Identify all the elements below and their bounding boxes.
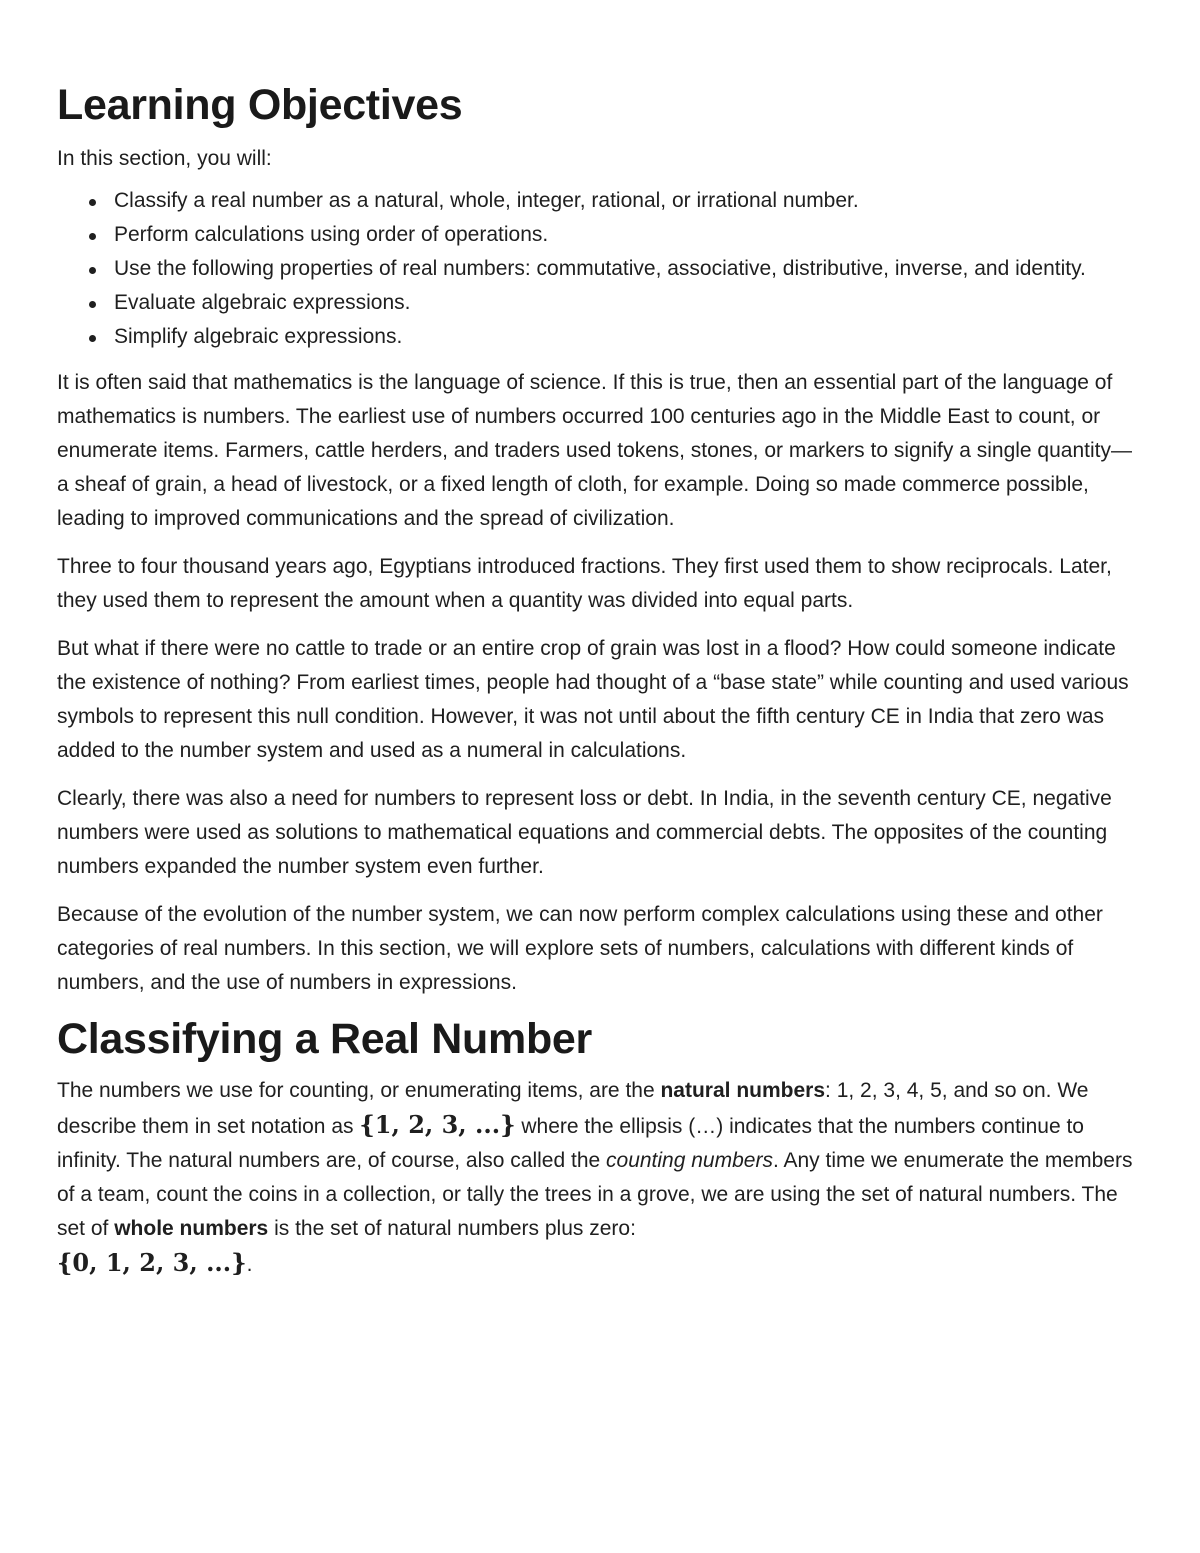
paragraph-zero: But what if there were no cattle to trade or an entire crop of grain was lost in a flood? How could someone indicate the existence of nothing? From earliest times, people had thought of a “base state” while counting and used various symbols to represent this null condition. However, it was not until about the fifth century CE in India that zero was added to the number system and used as a numeral in calculations.	[57, 637, 1129, 762]
term-whole-numbers: whole numbers	[114, 1217, 269, 1240]
list-item: Evaluate algebraic expressions.	[114, 286, 1140, 320]
whole-numbers-set: {0, 1, 2, 3, ...}	[57, 1248, 247, 1277]
objectives-list	[57, 184, 1140, 354]
paragraph-language-of-science: It is often said that mathematics is the language of science. If this is true, then an essential part of the language of mathematics is numbers. The earliest use of numbers occurred 100 centuries ago in the Middle East to count, or enumerate items. Farmers, cattle herders, and traders used tokens, stones, or markers to signify a single quantity—a sheaf of grain, a head of livestock, or a fixed length of cloth, for example. Doing so made commerce possible, leading to improved communications and the spread of civilization.	[57, 371, 1132, 530]
paragraph-natural-numbers: The numbers we use for counting, or enumerating items, are the natural numbers: 1, 2, 3, 4, 5, and so on. We describe them in set notation as {1, 2, 3, ...} where the ellipsis (…) indicates that the numbers continue to infinity. The natural numbers are, of course, also called the counting numbers. Any time we enumerate the members of a team, count the coins in a collection, or tally the trees in a grove, we are using the set of natural numbers. The set of whole numbers is the set of natural numbers plus zero: {0, 1, 2, 3, ...}.	[57, 1079, 1133, 1277]
bullet-icon	[89, 199, 96, 206]
learning-objectives-heading: Learning Objectives	[57, 81, 463, 129]
bullet-icon	[89, 301, 96, 308]
list-item: Classify a real number as a natural, whole, integer, rational, or irrational number.	[114, 184, 1140, 218]
bullet-icon	[89, 335, 96, 342]
term-counting-numbers: counting numbers	[606, 1149, 773, 1172]
paragraph-evolution: Because of the evolution of the number system, we can now perform complex calculations using these and other categories of real numbers. In this section, we will explore sets of numbers, calculations with different kinds of numbers, and the use of numbers in expressions.	[57, 903, 1103, 994]
list-item: Simplify algebraic expressions.	[114, 320, 1140, 354]
classifying-heading: Classifying a Real Number	[57, 1015, 592, 1063]
list-item: Perform calculations using order of operations.	[114, 218, 1140, 252]
bullet-icon	[89, 233, 96, 240]
paragraph-negative-numbers: Clearly, there was also a need for numbers to represent loss or debt. In India, in the seventh century CE, negative numbers were used as solutions to mathematical equations and commercial debts. The opposites of the counting numbers expanded the number system even further.	[57, 787, 1112, 878]
paragraph-fractions: Three to four thousand years ago, Egyptians introduced fractions. They first used them to show reciprocals. Later, they used them to represent the amount when a quantity was divided into equal parts.	[57, 555, 1112, 612]
term-natural-numbers: natural numbers	[660, 1079, 826, 1102]
bullet-icon	[89, 267, 96, 274]
list-item: Use the following properties of real numbers: commutative, associative, distributive, inverse, and identity.	[114, 252, 1140, 286]
objectives-intro: In this section, you will:	[57, 147, 272, 170]
natural-numbers-set: {1, 2, 3, ...}	[359, 1110, 516, 1139]
